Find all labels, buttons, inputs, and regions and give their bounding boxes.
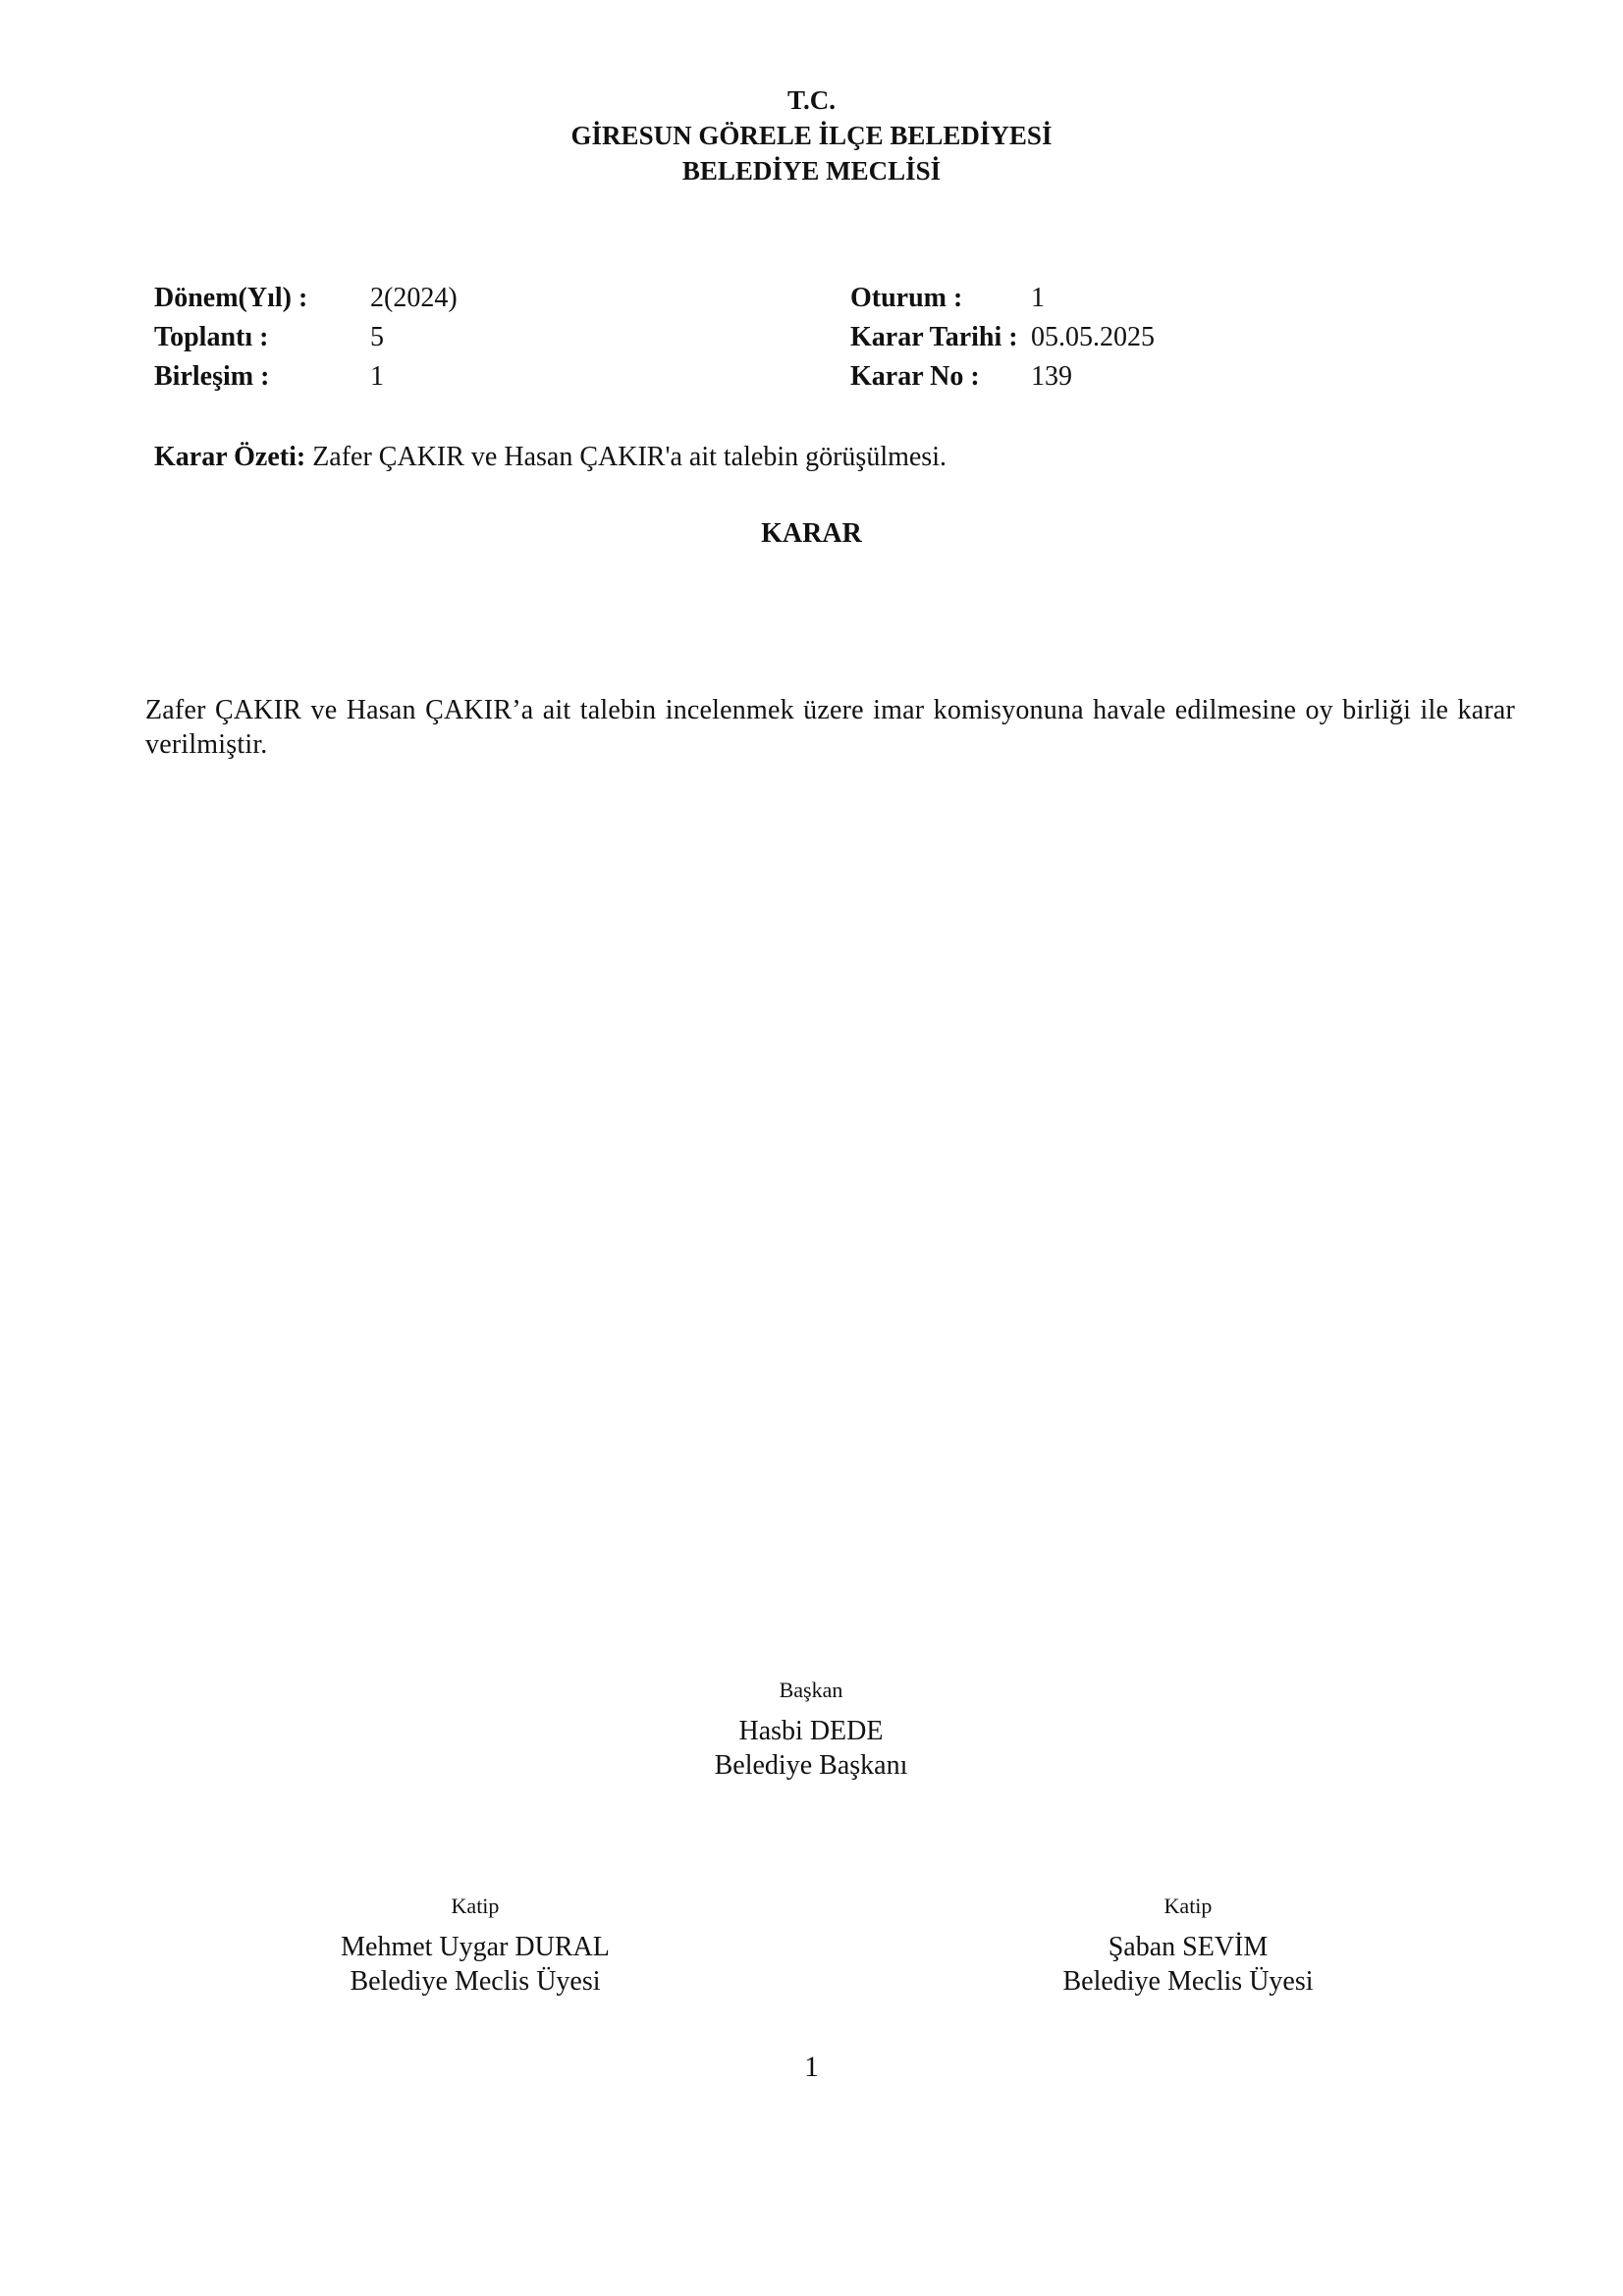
- decision-heading: KARAR: [761, 518, 862, 549]
- meta-label: Toplantı :: [154, 322, 269, 352]
- signature-name: Mehmet Uygar DURAL: [341, 1932, 610, 1962]
- meta-value: 139: [1031, 361, 1072, 392]
- header-council: BELEDİYE MECLİSİ: [681, 156, 942, 186]
- meta-label: Birleşim :: [154, 361, 270, 392]
- meta-label: Dönem(Yıl) :: [154, 283, 308, 313]
- meta-row-toplanti: [154, 318, 458, 357]
- signature-name: Şaban SEVİM: [1108, 1932, 1269, 1962]
- meta-label: Karar Tarihi :: [850, 322, 1018, 352]
- signature-katip-left: [279, 1891, 672, 1999]
- decision-summary: [154, 438, 947, 477]
- meta-value: 1: [1031, 283, 1045, 313]
- header-tc: T.C.: [786, 85, 836, 115]
- meta-row-birlesim: [154, 357, 458, 397]
- page-number: 1: [804, 2051, 819, 2083]
- meta-right-block: [850, 279, 1155, 397]
- meta-row-donem: [154, 279, 458, 318]
- meta-row-karar-tarihi: [850, 318, 1155, 357]
- decision-body: Zafer ÇAKIR ve Hasan ÇAKIR’a ait talebin incelenmek üzere imar komisyonuna havale edilmesine oy birliği ile karar verilmiştir.: [145, 695, 1515, 760]
- meta-value: 1: [370, 361, 384, 392]
- meta-value: 2(2024): [370, 283, 458, 313]
- meta-value: 5: [370, 322, 384, 352]
- meta-row-oturum: [850, 279, 1155, 318]
- signature-katip-right: [992, 1891, 1384, 1999]
- header-municipality: GİRESUN GÖRELE İLÇE BELEDİYESİ: [570, 121, 1053, 150]
- signature-name: Hasbi DEDE: [738, 1716, 884, 1746]
- signature-title: Belediye Başkanı: [714, 1750, 908, 1781]
- signature-role: Başkan: [779, 1678, 843, 1702]
- signature-title: Belediye Meclis Üyesi: [1062, 1966, 1314, 1997]
- signature-baskan: [615, 1675, 1007, 1783]
- meta-row-karar-no: [850, 357, 1155, 397]
- meta-label: Karar No :: [850, 361, 980, 392]
- signature-role: Katip: [1163, 1894, 1213, 1918]
- meta-left-block: [154, 279, 458, 397]
- summary-label: Karar Özeti:: [154, 442, 306, 472]
- signature-title: Belediye Meclis Üyesi: [350, 1966, 601, 1997]
- meta-value: 05.05.2025: [1031, 322, 1155, 352]
- signature-role: Katip: [451, 1894, 500, 1918]
- meta-label: Oturum :: [850, 283, 963, 313]
- document-header: [0, 82, 1623, 188]
- summary-text: Zafer ÇAKIR ve Hasan ÇAKIR'a ait talebin görüşülmesi.: [312, 442, 947, 472]
